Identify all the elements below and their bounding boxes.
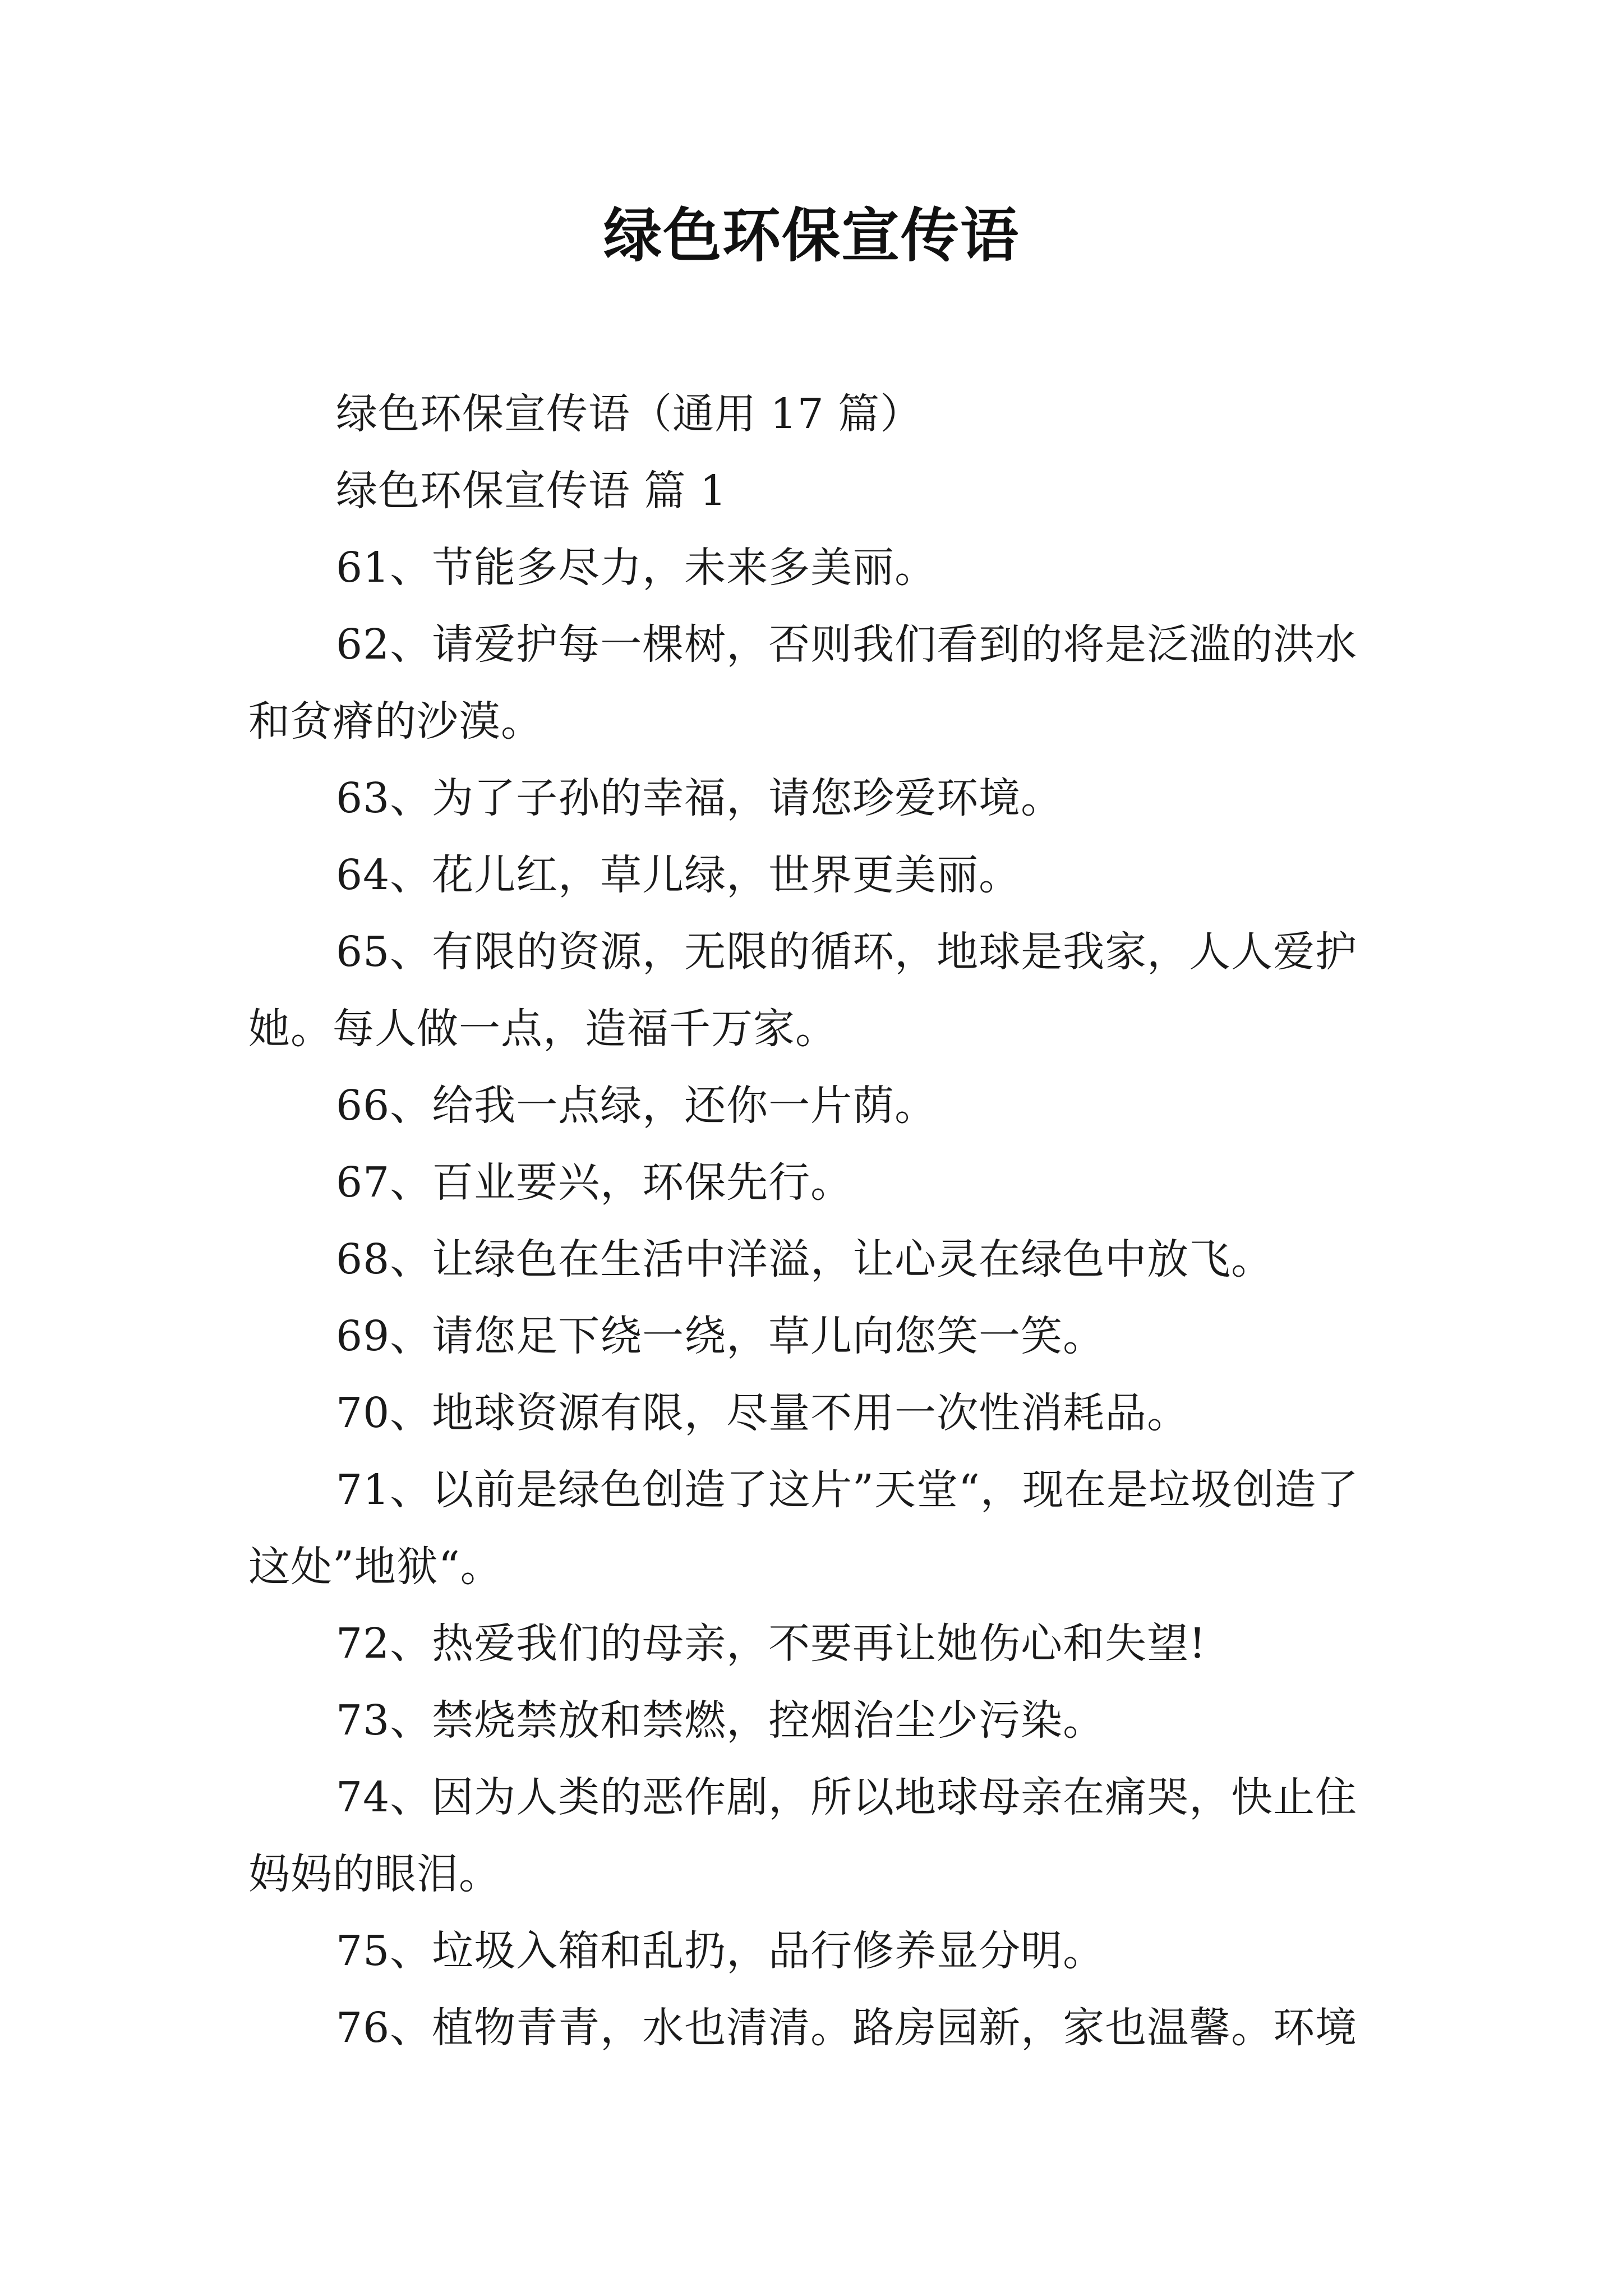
paragraph: 72、热爱我们的母亲，不要再让她伤心和失望! — [336, 1619, 1206, 1668]
paragraph: 65、有限的资源，无限的循环，地球是我家，人人爱护她。每人做一点，造福千万家。 — [248, 928, 1358, 1053]
section-heading: 绿色环保宣传语 篇 1 — [336, 467, 727, 515]
paragraph: 61、节能多尽力，未来多美丽。 — [336, 544, 937, 592]
paragraph: 64、花儿红，草儿绿，世界更美丽。 — [336, 851, 1021, 899]
paragraph: 73、禁烧禁放和禁燃，控烟治尘少污染。 — [336, 1696, 1105, 1745]
document-title: 绿色环保宣传语 — [603, 201, 1020, 270]
paragraph: 76、植物青青，水也清清。路房园新，家也温馨。环境 — [336, 2004, 1358, 2052]
paragraph: 66、给我一点绿，还你一片荫。 — [336, 1082, 937, 1130]
paragraph: 68、让绿色在生活中洋溢，让心灵在绿色中放飞。 — [336, 1235, 1274, 1283]
document-subtitle: 绿色环保宣传语（通用 17 篇） — [336, 390, 923, 438]
document-body — [248, 376, 1386, 2067]
paragraph: 67、百业要兴，环保先行。 — [336, 1158, 853, 1207]
paragraph: 71、以前是绿色创造了这片”天堂“，现在是垃圾创造了这处”地狱“。 — [248, 1466, 1359, 1591]
paragraph: 63、为了子孙的幸福，请您珍爱环境。 — [336, 774, 1063, 822]
paragraph: 69、请您足下绕一绕，草儿向您笑一笑。 — [336, 1312, 1105, 1360]
paragraph: 74、因为人类的恶作剧，所以地球母亲在痛哭，快止住妈妈的眼泪。 — [248, 1773, 1358, 1898]
paragraph: 70、地球资源有限，尽量不用一次性消耗品。 — [336, 1389, 1189, 1437]
paragraph: 62、请爱护每一棵树，否则我们看到的将是泛滥的洪水和贫瘠的沙漠。 — [248, 620, 1358, 746]
paragraph: 75、垃圾入箱和乱扔，品行修养显分明。 — [336, 1927, 1105, 1975]
